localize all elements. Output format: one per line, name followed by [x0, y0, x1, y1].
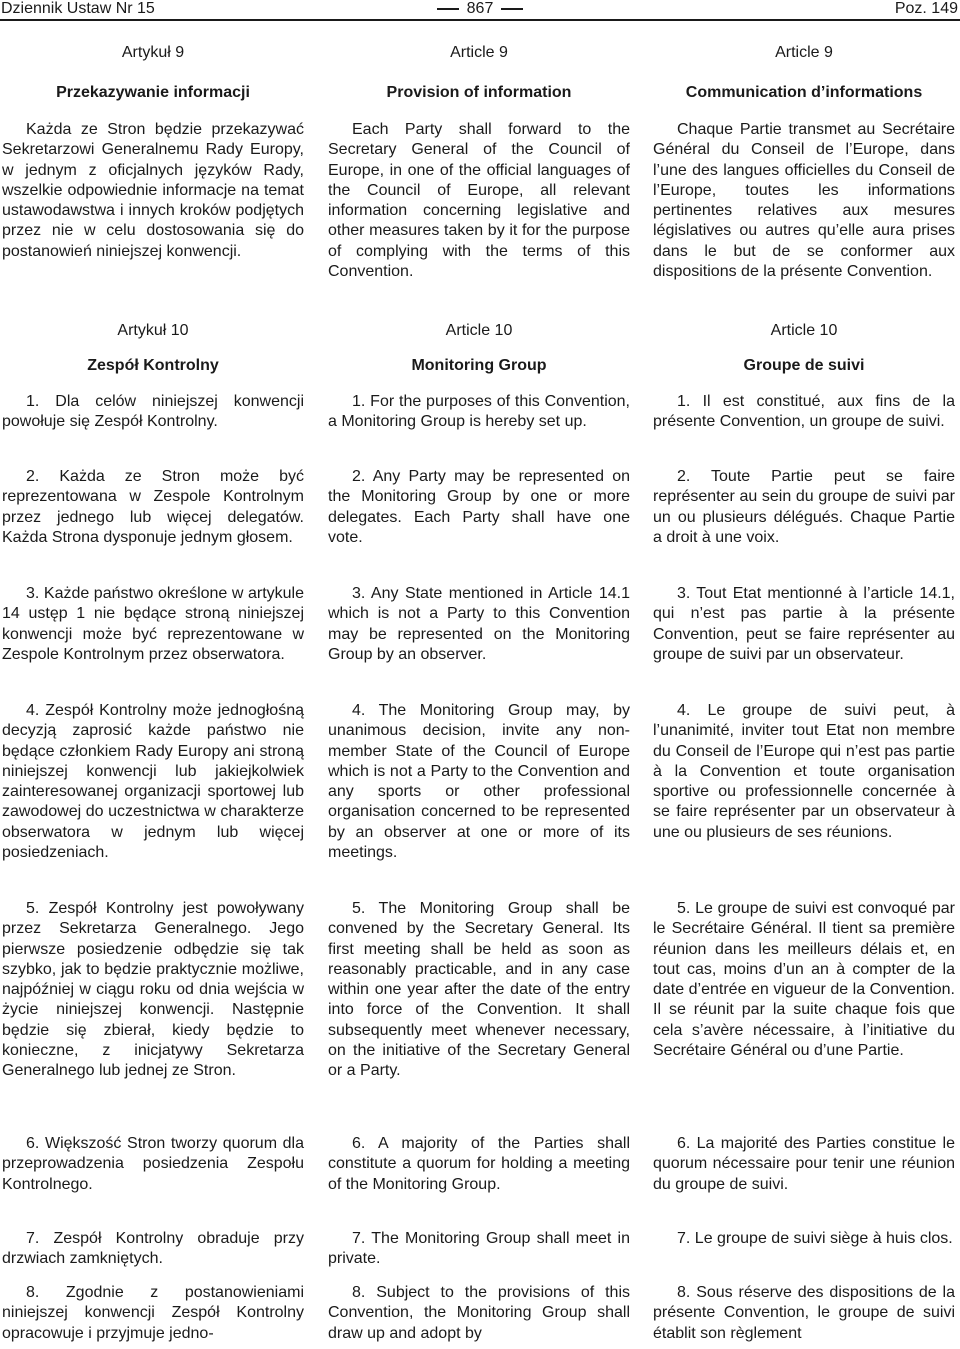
- paragraph-7: 7. The Monitoring Group shall meet in private.: [328, 1230, 630, 1268]
- article-9-text: Chaque Partie transmet au Secrétaire Général du Conseil de l’Europe, dans l’une des langues officielles du Conseil de l’Europe, toutes les informations pertinentes relatives aux mesures législatives ou autres qu’elle aura prises dans le but de se conformer aux dispositions de la présente Convention.: [653, 121, 955, 281]
- position-number: Poz. 149: [894, 0, 958, 17]
- paragraph-1: 1. For the purposes of this Convention, a Monitoring Group is hereby set up.: [328, 393, 630, 431]
- paragraph-2: 2. Każda ze Stron może być reprezentowana w Zespole Kontrolnym przez jednego lub więcej delegatów. Każda Strona dysponuje jednym głosem.: [2, 468, 304, 546]
- paragraph-6: 6. A majority of the Parties shall constitute a quorum for holding a meeting of the Monitoring Group.: [328, 1135, 630, 1193]
- dash-left: [437, 8, 459, 10]
- article-10-heading: Artykuł 10: [117, 322, 189, 339]
- paragraph-7: 7. Le groupe de suivi siège à huis clos.: [677, 1230, 953, 1247]
- page-number: [0, 0, 960, 18]
- paragraph-6: 6. Większość Stron tworzy quorum dla przeprowadzenia posiedzenia Zespołu Kontrolnego.: [2, 1135, 304, 1193]
- paragraph-3: 3. Any State mentioned in Article 14.1 which is not a Party to this Convention may be represented on the Monitoring Group by an observer.: [328, 585, 630, 663]
- paragraph-5: 5. The Monitoring Group shall be convened by the Secretary General. Its first meeting shall be held as soon as reasonably practicable, and in any case within one year after the date of the entry into force of the Convention. It shall subsequently meet whenever necessary, on the initiative of the Secretary General or a Party.: [328, 900, 630, 1080]
- paragraph-4: 4. Zespół Kontrolny może jednogłośną decyzją zaprosić każde państwo nie będące członkiem Rady Europy ani stroną niniejszej konwencji lub jakiejkolwiek zainteresowanej organizacji sportowej lub zawodowej do uczestnictwa w charakterze obserwatora w jednym lub więcej posiedzeniach.: [2, 702, 304, 862]
- paragraph-8: 8. Sous réserve des dispositions de la présente Convention, le groupe de suivi établit son règlement: [653, 1284, 955, 1342]
- paragraph-4: 4. Le groupe de suivi peut, à l’unanimité, inviter tout Etat non membre du Conseil de l’Europe qui n’est pas partie à la Convention et toute organisation sportive ou professionnelle concernée à se faire représenter par un observateur à une ou plusieurs de ses réunions.: [653, 702, 955, 841]
- article-9-title: Provision of information: [386, 84, 572, 101]
- paragraph-7: 7. Zespół Kontrolny obraduje przy drzwiach zamkniętych.: [2, 1230, 304, 1268]
- paragraph-5: 5. Zespół Kontrolny jest powoływany przez Sekretarza Generalnego. Jego pierwsze posiedzenie odbędzie się tak szybko, jak to będzie praktycznie możliwe, najpóźniej w ciągu roku od dnia wejścia w życie niniejszej konwencji. Następnie będzie się zbierał, kiedy będzie to konieczne, z inicjatywy Sekretarza Generalnego lub jednej ze Stron.: [2, 900, 304, 1080]
- article-9-heading: Article 9: [450, 44, 508, 61]
- article-9-text: Każda ze Stron będzie przekazywać Sekretarzowi Generalnemu Rady Europy, w jednym z oficjalnych języków Rady, wszelkie odpowiednie informacje na temat ustawodawstwa i innych kroków podjętych przez nie w celu dostosowania się do postanowień niniejszej konwencji.: [2, 121, 304, 260]
- paragraph-6: 6. La majorité des Parties constitue le quorum nécessaire pour tenir une réunion du groupe de suivi.: [653, 1135, 955, 1193]
- article-9-heading: Article 9: [775, 44, 833, 61]
- paragraph-3: 3. Tout Etat mentionné à l’article 14.1, qui n’est pas partie à la présente Convention, peut se faire représenter au groupe de suivi par un observateur.: [653, 585, 955, 663]
- article-9-title: Przekazywanie informacji: [56, 84, 250, 101]
- dash-right: [501, 8, 523, 10]
- paragraph-2: 2. Any Party may be represented on the Monitoring Group by one or more delegates. Each Party shall have one vote.: [328, 468, 630, 546]
- page-number-text: 867: [466, 0, 494, 17]
- paragraph-8: 8. Subject to the provisions of this Convention, the Monitoring Group shall draw up and adopt by: [328, 1284, 630, 1342]
- journal-title: Dziennik Ustaw Nr 15: [1, 0, 155, 17]
- article-10-title: Monitoring Group: [411, 357, 547, 374]
- paragraph-3: 3. Każde państwo określone w artykule 14 ustęp 1 nie będące stroną niniejszej konwencji może być reprezentowane w Zespole Kontrolnym przez obserwatora.: [2, 585, 304, 663]
- paragraph-5: 5. Le groupe de suivi est convoqué par le Secrétaire Général. Il tient sa première réunion dans les meilleurs délais et, en tout cas, moins d’un an à compter de la date d’entrée en vigueur de la Convention. Il se réunit par la suite chaque fois que cela s’avère nécessaire, à l’initiative du Secrétaire Général ou d’une Partie.: [653, 900, 955, 1060]
- article-10-title: Zespół Kontrolny: [87, 357, 219, 374]
- paragraph-2: 2. Toute Partie peut se faire représenter au sein du groupe de suivi par un ou plusieurs délégués. Chaque Partie a droit à une voix.: [653, 468, 955, 546]
- paragraph-4: 4. The Monitoring Group may, by unanimous decision, invite any non-member State of the Council of Europe which is not a Party to the Convention and any sports or other professional organisation concerned to be represented by an observer at one or more of its meetings.: [328, 702, 630, 862]
- article-10-heading: Article 10: [770, 322, 838, 339]
- article-9-text: Each Party shall forward to the Secretary General of the Council of Europe, in one of the official languages of the Council of Europe, all relevant information concerning legislative and other measures taken by it for the purpose of complying with the terms of this Convention.: [328, 121, 630, 281]
- paragraph-8: 8. Zgodnie z postanowieniami niniejszej konwencji Zespół Kontrolny opracowuje i przyjmuje jedno-: [2, 1284, 304, 1342]
- paragraph-1: 1. Dla celów niniejszej konwencji powołuje się Zespół Kontrolny.: [2, 393, 304, 431]
- header-rule: [0, 19, 960, 21]
- paragraph-1: 1. Il est constitué, aux fins de la présente Convention, un groupe de suivi.: [653, 393, 955, 431]
- article-10-title: Groupe de suivi: [743, 357, 865, 374]
- article-9-heading: Artykuł 9: [121, 44, 185, 61]
- article-10-heading: Article 10: [445, 322, 513, 339]
- article-9-title: Communication d’informations: [685, 84, 923, 101]
- page-header: [0, 0, 960, 20]
